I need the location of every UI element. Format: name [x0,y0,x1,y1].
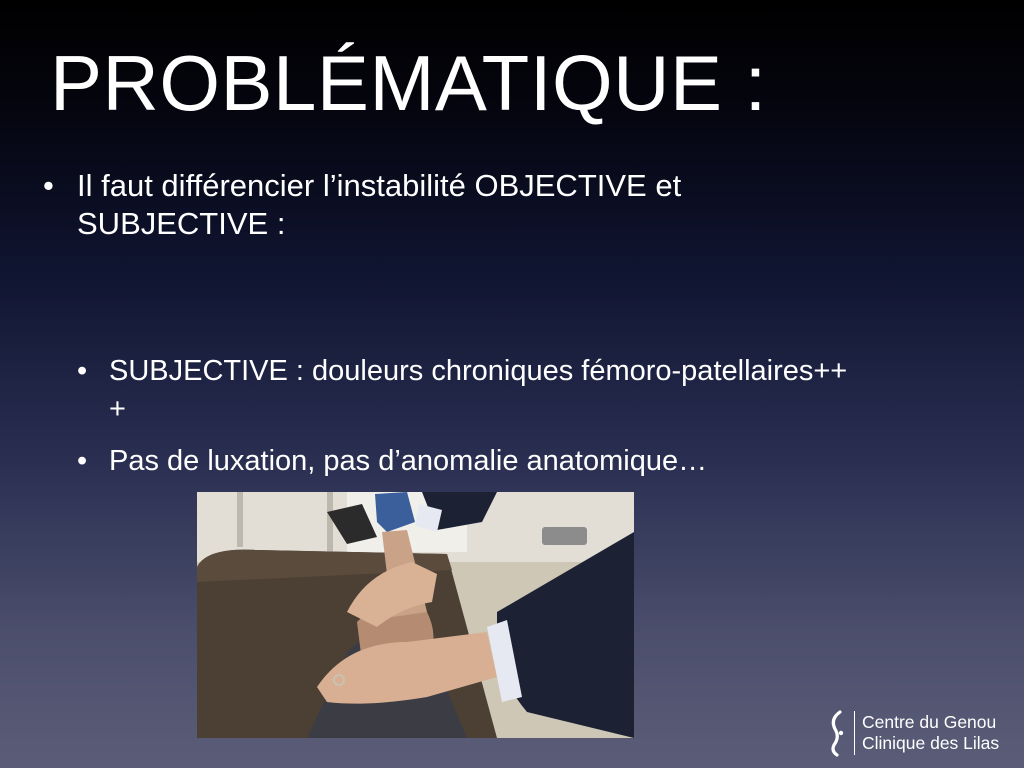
logo-text [862,712,999,754]
bullet-line: Pas de luxation, pas d’anomalie anatomique… [109,445,708,477]
sub-bullet-no-luxation [77,442,989,480]
sub-bullet-subjective [77,352,989,428]
bullet-line: SUBJECTIVE : douleurs chroniques fémoro-patellaires++ [109,355,848,387]
knee-examination-photo [197,492,634,738]
bullet-objective-subjective [43,167,837,243]
logo-line-centre-du-genou: Centre du Genou [862,712,997,732]
bullet-dot: • [43,168,54,203]
logo-line-clinique-des-lilas: Clinique des Lilas [862,733,1000,753]
bullet-line: + [109,393,126,425]
centre-du-genou-logo-icon [826,709,848,757]
clinic-logo [826,708,999,758]
bullet-line: Il faut différencier l’instabilité OBJECTIVE et [77,168,682,203]
bullet-dot: • [77,445,88,477]
bullet-dot: • [77,355,88,387]
slide-title: PROBLÉMATIQUE : [50,39,767,127]
logo-divider [854,711,855,755]
bullet-line: SUBJECTIVE : [77,206,286,241]
